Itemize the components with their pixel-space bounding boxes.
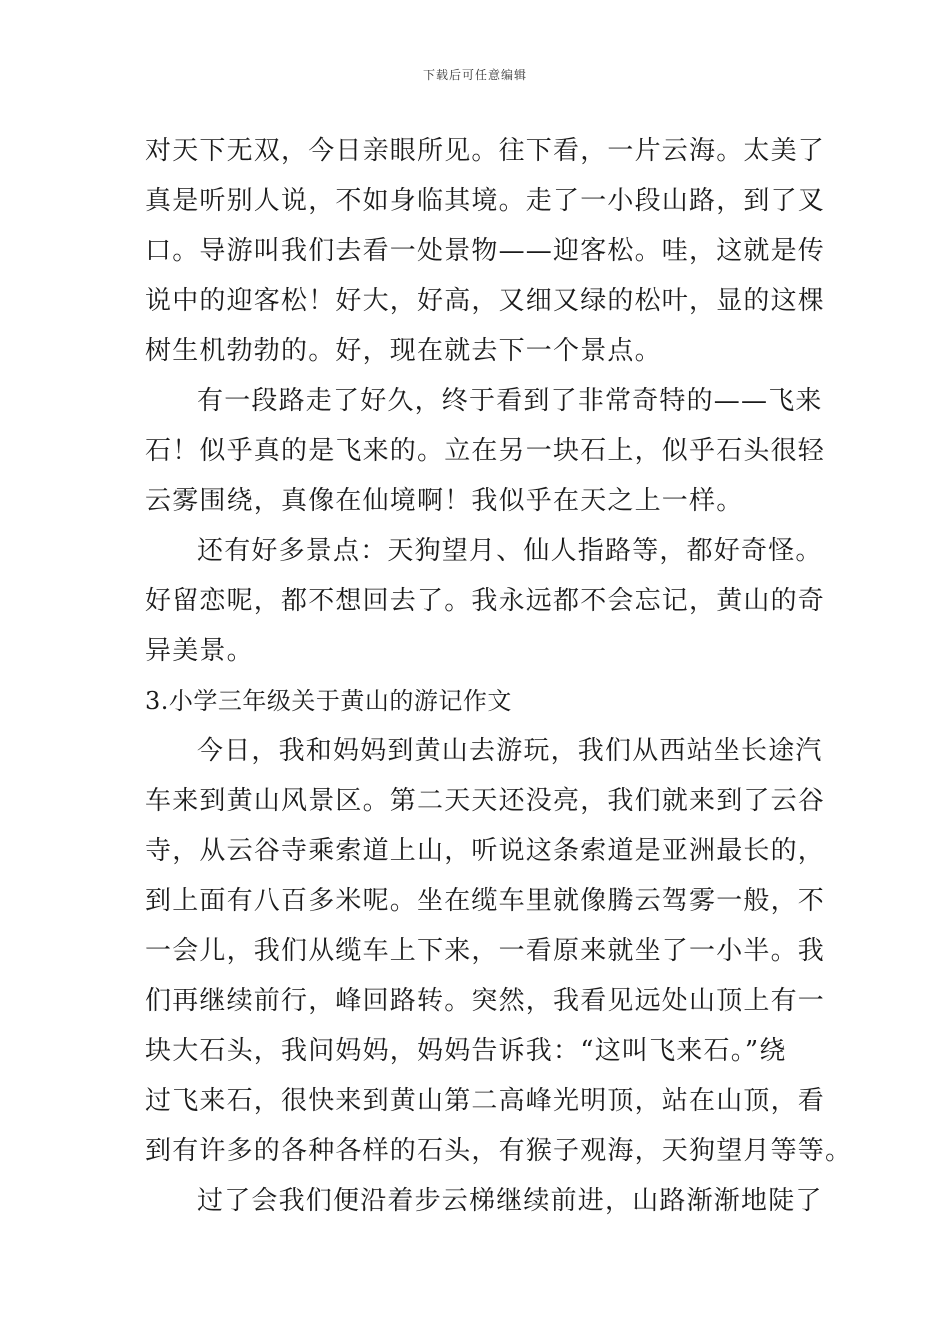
text-line: 好留恋呢，都不想回去了。我永远都不会忘记，黄山的奇 (145, 586, 826, 616)
paragraph-start-line: 今日，我和妈妈到黄山去游玩，我们从西站坐长途汽 (197, 736, 823, 766)
text-line: 树生机勃勃的。好，现在就去下一个景点。 (145, 336, 662, 366)
body-text (145, 126, 853, 1226)
text-line: 真是听别人说，不如身临其境。走了一小段山路，到了叉 (145, 186, 826, 216)
text-line: 异美景。 (145, 636, 254, 666)
text-line: 说中的迎客松！好大，好高，又细又绿的松叶，显的这棵 (145, 286, 826, 316)
text-line: 块大石头，我问妈妈，妈妈告诉我：“这叫飞来石。”绕 (145, 1036, 787, 1066)
header-note: 下载后可任意编辑 (422, 68, 527, 82)
paragraph-start-line: 还有好多景点：天狗望月、仙人指路等，都好奇怪。 (197, 536, 823, 566)
section-heading: 3.小学三年级关于黄山的游记作文 (145, 687, 512, 715)
text-line: 过飞来石，很快来到黄山第二高峰光明顶，站在山顶，看 (145, 1086, 826, 1116)
paragraph-start-line: 过了会我们便沿着步云梯继续前进，山路渐渐地陡了 (197, 1186, 823, 1216)
paragraph-start-line: 有一段路走了好久，终于看到了非常奇特的——飞来 (197, 386, 823, 416)
text-line: 云雾围绕，真像在仙境啊！我似乎在天之上一样。 (145, 486, 744, 516)
text-line: 到有许多的各种各样的石头，有猴子观海，天狗望月等等。 (145, 1136, 853, 1166)
text-line: 车来到黄山风景区。第二天天还没亮，我们就来到了云谷 (145, 786, 826, 816)
text-line: 一会儿，我们从缆车上下来，一看原来就坐了一小半。我 (145, 936, 826, 966)
text-line: 寺，从云谷寺乘索道上山，听说这条索道是亚洲最长的， (145, 836, 826, 866)
text-line: 石！似乎真的是飞来的。立在另一块石上，似乎石头很轻 (145, 436, 826, 466)
text-line: 口。导游叫我们去看一处景物——迎客松。哇，这就是传 (145, 236, 826, 266)
text-line: 到上面有八百多米呢。坐在缆车里就像腾云驾雾一般，不 (145, 886, 826, 916)
text-line: 对天下无双，今日亲眼所见。往下看，一片云海。太美了 (145, 136, 826, 166)
text-line: 们再继续前行，峰回路转。突然，我看见远处山顶上有一 (145, 986, 826, 1016)
